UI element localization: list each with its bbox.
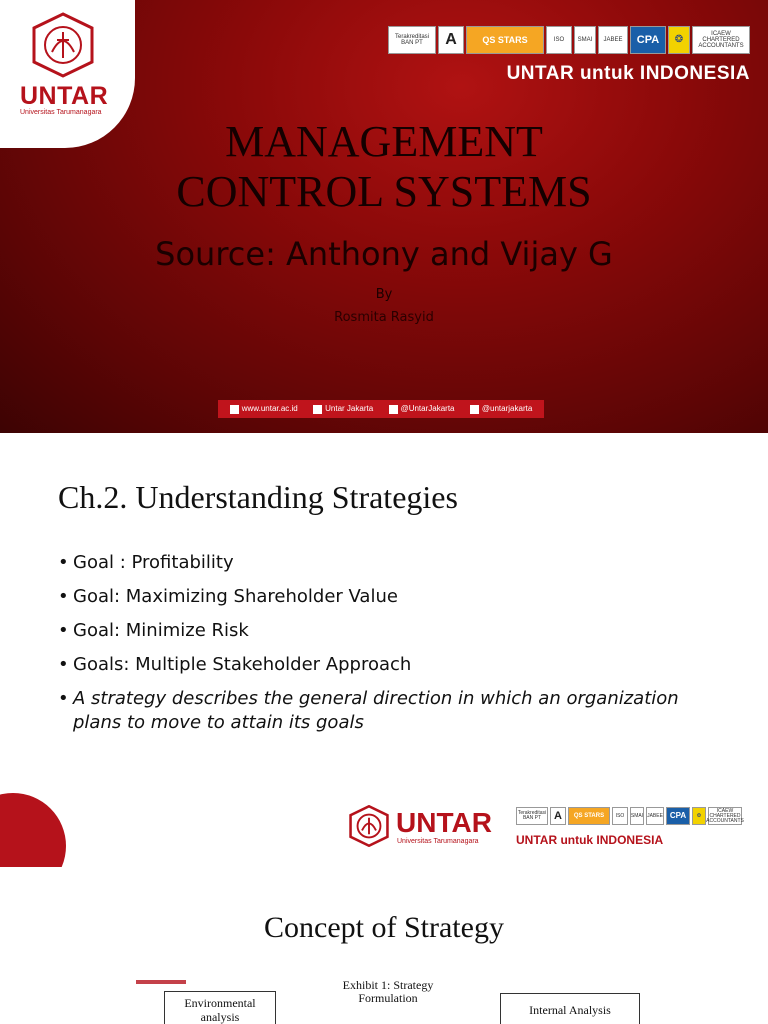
bullet-item-italic: • A strategy describes the general direction in which an organization plans to move to attain its goals xyxy=(58,687,718,735)
exhibit-caption: Exhibit 1: Strategy Formulation xyxy=(342,978,434,1005)
slide-title xyxy=(0,117,768,217)
concept-slide xyxy=(0,867,768,1024)
bullet-item: • Goal : Profitability xyxy=(58,551,718,575)
grade-a-badge: A xyxy=(550,807,566,825)
cursor-icon xyxy=(230,405,239,414)
jabee-badge: JABEE xyxy=(646,807,664,825)
crest-badge: ❂ xyxy=(668,26,690,54)
crest-badge: ❂ xyxy=(692,807,706,825)
icaew-badge: ICAEW CHARTERED ACCOUNTANTS xyxy=(706,807,744,824)
instagram-link[interactable]: @untarjakarta xyxy=(470,404,532,413)
ban-pt-badge: Terakreditasi BAN PT xyxy=(516,807,548,825)
tagline: UNTAR untuk INDONESIA xyxy=(506,63,750,84)
slide-heading: Ch.2. Understanding Strategies xyxy=(58,479,458,515)
instagram-icon xyxy=(470,405,479,414)
untar-emblem-icon xyxy=(348,805,390,847)
facebook-link[interactable]: Untar Jakarta xyxy=(313,404,373,413)
ban-pt-badge: Terakreditasi BAN PT xyxy=(388,26,436,54)
title-line-2: CONTROL SYSTEMS xyxy=(176,167,592,216)
website-link[interactable]: www.untar.ac.id xyxy=(230,404,298,413)
title-slide xyxy=(0,0,768,433)
cpa-badge: CPA xyxy=(666,807,690,825)
qs-stars-badge: QS STARS xyxy=(568,807,610,825)
icaew-badge: ICAEW CHARTERED ACCOUNTANTS xyxy=(692,26,750,54)
slide-heading: Concept of Strategy xyxy=(264,911,504,944)
internal-analysis-box: Internal Analysis xyxy=(500,993,640,1024)
cpa-badge: CPA xyxy=(630,26,666,54)
decorative-red-circle xyxy=(0,793,66,867)
untar-emblem-icon xyxy=(30,12,96,78)
iso-badge: ISO xyxy=(612,807,628,825)
social-bar xyxy=(218,400,544,418)
iso-badge: ISO xyxy=(546,26,572,54)
facebook-icon xyxy=(313,405,322,414)
bullet-item: • Goal: Minimize Risk xyxy=(58,619,718,643)
decorative-red-mark xyxy=(136,980,186,984)
accreditation-badges xyxy=(388,26,750,56)
twitter-icon xyxy=(389,405,398,414)
by-label: By xyxy=(375,287,393,302)
smai-badge: SMAI xyxy=(574,26,596,54)
logo-subtitle: Universitas Tarumanagara xyxy=(20,109,102,116)
jabee-badge: JABEE xyxy=(598,26,628,54)
smai-badge: SMAI xyxy=(630,807,644,825)
author-name: Rosmita Rasyid xyxy=(334,310,434,325)
qs-stars-badge: QS STARS xyxy=(466,26,544,54)
accreditation-badges-small xyxy=(516,807,750,827)
logo-subtitle: Universitas Tarumanagara xyxy=(397,838,479,845)
environmental-analysis-box: Environmental analysis xyxy=(164,991,276,1024)
logo-name: UNTAR xyxy=(20,82,109,110)
title-line-1: MANAGEMENT xyxy=(225,117,543,166)
bullet-list xyxy=(58,551,718,745)
source-line: Source: Anthony and Vijay G xyxy=(155,235,613,273)
bullet-item: • Goal: Maximizing Shareholder Value xyxy=(58,585,718,609)
strategies-slide xyxy=(0,433,768,867)
bullet-item: • Goals: Multiple Stakeholder Approach xyxy=(58,653,718,677)
logo-name: UNTAR xyxy=(396,807,492,838)
twitter-link[interactable]: @UntarJakarta xyxy=(389,404,455,413)
tagline: UNTAR untuk INDONESIA xyxy=(516,833,664,847)
grade-a-badge: A xyxy=(438,26,464,54)
